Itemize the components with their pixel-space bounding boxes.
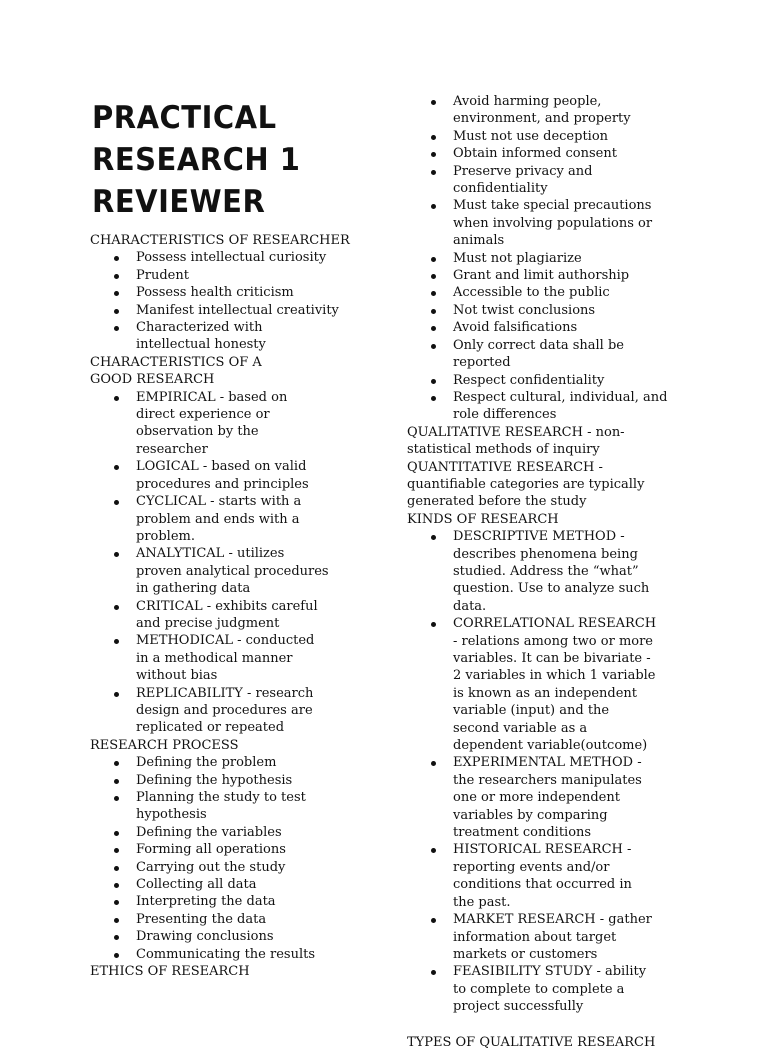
- list-item: REPLICABILITY - research design and procedures are replicated or repeated: [90, 685, 330, 737]
- list-item: Presenting the data: [90, 911, 380, 928]
- list-item: LOGICAL - based on valid procedures and principles: [90, 458, 330, 493]
- list-item: Characterized with intellectual honesty: [90, 319, 380, 354]
- list-item: EMPIRICAL - based on direct experience or observation by the researcher: [90, 389, 330, 459]
- list-item: Not twist conclusions: [407, 302, 677, 319]
- section-heading-researcher: CHARACTERISTICS OF RESEARCHER: [90, 233, 350, 248]
- researcher-characteristics-list: [90, 249, 380, 353]
- list-item: DESCRIPTIVE METHOD - describes phenomena being studied. Address the “what” question. Use to analyze such data.: [407, 528, 657, 615]
- list-item: Only correct data shall be reported: [407, 337, 677, 372]
- section-heading-types-of-qualitative: TYPES OF QUALITATIVE RESEARCH: [407, 1034, 656, 1050]
- list-item: Must take special precautions when involving populations or animals: [407, 197, 677, 249]
- list-item: Planning the study to test hypothesis: [90, 789, 380, 824]
- title-line: RESEARCH 1: [92, 140, 301, 178]
- list-item: Obtain informed consent: [407, 145, 677, 162]
- list-item: Possess intellectual curiosity: [90, 249, 380, 266]
- list-item: Avoid harming people, environment, and property: [407, 93, 677, 128]
- list-item: Collecting all data: [90, 876, 380, 893]
- list-item: Defining the hypothesis: [90, 772, 380, 789]
- qualitative-definition: QUALITATIVE RESEARCH - non-statistical methods of inquiry: [407, 424, 625, 458]
- spacer: [407, 1016, 677, 1034]
- section-heading-research-process: RESEARCH PROCESS: [90, 737, 239, 753]
- document-title: [92, 96, 372, 222]
- list-item: Manifest intellectual creativity: [90, 302, 380, 319]
- list-item: HISTORICAL RESEARCH - reporting events and/or conditions that occurred in the past.: [407, 841, 657, 911]
- list-item: Defining the variables: [90, 824, 380, 841]
- list-item: MARKET RESEARCH - gather information about target markets or customers: [407, 911, 657, 963]
- list-item: Interpreting the data: [90, 893, 380, 910]
- list-item: Avoid falsifications: [407, 319, 677, 336]
- kinds-of-research-list: [407, 528, 677, 1015]
- quantitative-definition: QUANTITATIVE RESEARCH - quantifiable categories are typically generated before the study: [407, 459, 645, 510]
- list-item: Respect confidentiality: [407, 372, 677, 389]
- list-item: CORRELATIONAL RESEARCH - relations among two or more variables. It can be bivariate - 2 variables in which 1 variable is known as an independent variable (input) and the second variable as a dependent variable(outcome): [407, 615, 657, 754]
- list-item: Grant and limit authorship: [407, 267, 677, 284]
- title-line: PRACTICAL: [92, 98, 277, 136]
- list-item: Must not plagiarize: [407, 250, 677, 267]
- list-item: ANALYTICAL - utilizes proven analytical procedures in gathering data: [90, 545, 330, 597]
- list-item: Accessible to the public: [407, 284, 677, 301]
- research-process-list: [90, 754, 380, 963]
- good-research-list: [90, 389, 380, 737]
- list-item: Possess health criticism: [90, 284, 380, 301]
- section-heading-good-research: CHARACTERISTICS OF A GOOD RESEARCH: [90, 354, 262, 388]
- right-column: [407, 93, 677, 1051]
- list-item: EXPERIMENTAL METHOD - the researchers manipulates one or more independent variables by comparing treatment conditions: [407, 754, 657, 841]
- list-item: CRITICAL - exhibits careful and precise judgment: [90, 598, 330, 633]
- list-item: Defining the problem: [90, 754, 380, 771]
- list-item: Forming all operations: [90, 841, 380, 858]
- ethics-list: [407, 93, 677, 424]
- list-item: Respect cultural, individual, and role differences: [407, 389, 677, 424]
- section-heading-kinds-of-research: KINDS OF RESEARCH: [407, 511, 559, 527]
- title-line: REVIEWER: [92, 182, 266, 220]
- list-item: Prudent: [90, 267, 380, 284]
- left-column: [90, 232, 380, 980]
- list-item: Preserve privacy and confidentiality: [407, 163, 677, 198]
- list-item: Drawing conclusions: [90, 928, 380, 945]
- list-item: Carrying out the study: [90, 859, 380, 876]
- list-item: METHODICAL - conducted in a methodical manner without bias: [90, 632, 330, 684]
- list-item: CYCLICAL - starts with a problem and ends with a problem.: [90, 493, 330, 545]
- section-heading-ethics: ETHICS OF RESEARCH: [90, 964, 250, 980]
- list-item: FEASIBILITY STUDY - ability to complete to complete a project successfully: [407, 963, 657, 1015]
- list-item: Must not use deception: [407, 128, 677, 145]
- list-item: Communicating the results: [90, 946, 380, 963]
